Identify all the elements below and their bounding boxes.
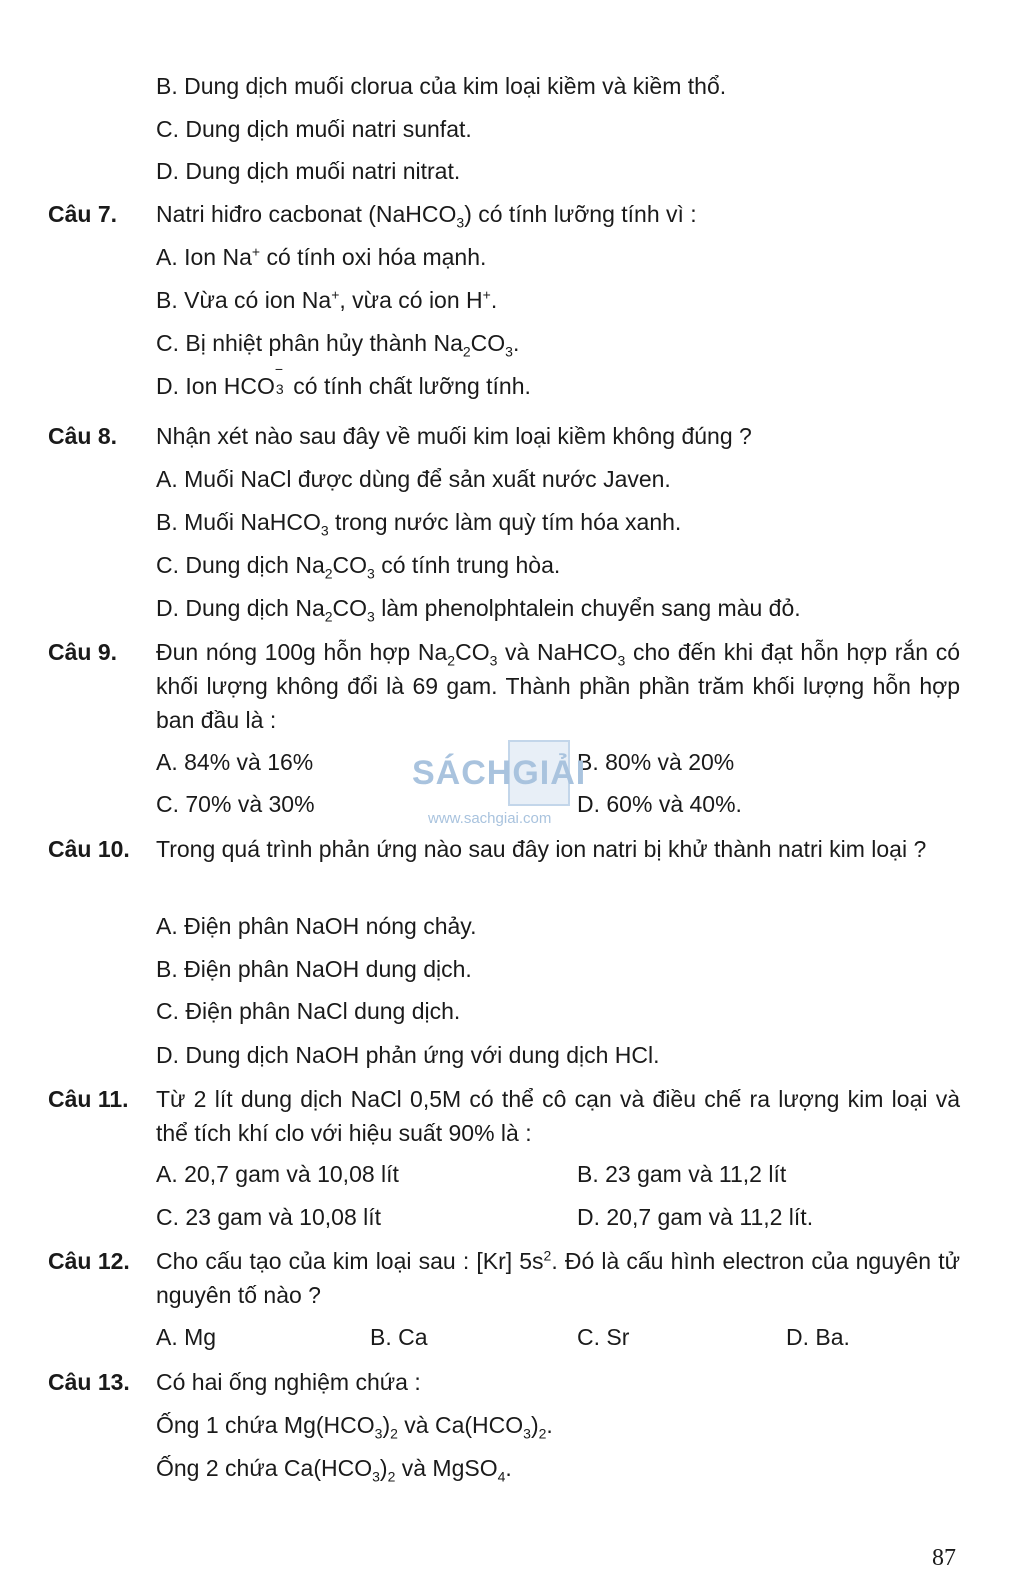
question-11-option-c: C. 23 gam và 10,08 lít [156, 1204, 382, 1230]
page-number: 87 [932, 1545, 956, 1571]
question-11-label: Câu 11. [48, 1086, 129, 1112]
question-7-option-c: C. Bị nhiệt phân hủy thành $Na_2CO_3$. [156, 330, 520, 360]
watermark-text: SÁCHGIẢI [412, 754, 587, 792]
question-9-label: Câu 9. [48, 639, 118, 665]
question-11-option-b: B. 23 gam và 11,2 lít [577, 1161, 787, 1187]
question-11-option-a: A. 20,7 gam và 10,08 lít [156, 1161, 399, 1187]
question-12-label: Câu 12. [48, 1248, 130, 1274]
question-12-option-b: B. Ca [370, 1324, 428, 1350]
question-9-option-b: B. 80% và 20% [577, 749, 735, 775]
question-13-tube-1: Ống 1 chứa $Mg(HCO_3)_2$ và $Ca(HCO_3)_2$. [156, 1412, 553, 1442]
question-10-text: Trong quá trình phản ứng nào sau đây ion natri bị khử thành natri kim loại ? [156, 836, 927, 862]
watermark-url: www.sachgiai.com [428, 810, 552, 827]
question-11-text: Từ 2 lít dung dịch NaCl 0,5M có thể cô cạn và điều chế ra lượng kim loại và thể tích khí clo với hiệu suất 90% là : [156, 1086, 960, 1146]
question-7-text: Natri hiđro cacbonat (NaHCO$_3$) có tính lưỡng tính vì : [156, 201, 697, 231]
question-8-option-c: C. Dung dịch $Na_2CO_3$ có tính trung hòa. [156, 552, 561, 582]
question-8-label: Câu 8. [48, 423, 118, 449]
question-10-option-d: D. Dung dịch NaOH phản ứng với dung dịch HCl. [156, 1042, 660, 1068]
prev-option-b: B. Dung dịch muối clorua của kim loại kiềm và kiềm thổ. [156, 73, 727, 99]
question-7-option-a: A. Ion Na+ có tính oxi hóa mạnh. [156, 243, 487, 270]
question-13-label: Câu 13. [48, 1369, 130, 1395]
question-7-option-b: B. Vừa có ion Na+, vừa có ion H+. [156, 286, 498, 313]
question-7-label: Câu 7. [48, 201, 118, 227]
question-13-text: Có hai ống nghiệm chứa : [156, 1369, 421, 1395]
question-10-option-c: C. Điện phân NaCl dung dịch. [156, 998, 461, 1024]
question-9-text: Đun nóng 100g hỗn hợp $Na_2CO_3$ và NaHCO$_3$ cho đến khi đạt hỗn hợp rắn có khối lượng không đổi là 69 gam. Thành phần phần trăm khối lượng hỗn hợp ban đầu là : [156, 639, 960, 733]
question-9-option-c: C. 70% và 30% [156, 791, 315, 817]
prev-option-c: C. Dung dịch muối natri sunfat. [156, 116, 472, 142]
question-8-option-a: A. Muối NaCl được dùng để sản xuất nước Javen. [156, 466, 671, 492]
question-10-option-b: B. Điện phân NaOH dung dịch. [156, 956, 472, 982]
question-11-option-d: D. 20,7 gam và 11,2 lít. [577, 1204, 814, 1230]
question-10-label: Câu 10. [48, 836, 130, 862]
question-8-option-b: B. Muối NaHCO$_3$ trong nước làm quỳ tím hóa xanh. [156, 509, 682, 539]
question-12-option-c: C. Sr [577, 1324, 630, 1350]
question-9-option-a: A. 84% và 16% [156, 749, 314, 775]
question-7-option-d: D. Ion HCO − 3 có tính chất lưỡng tính. [156, 361, 531, 399]
question-9-option-d: D. 60% và 40%. [577, 791, 742, 817]
question-12-text: Cho cấu tạo của kim loại sau : [Kr] $5s^2$. Đó là cấu hình electron của nguyên tử nguyên tố nào ? [156, 1247, 960, 1308]
question-12-option-d: D. Ba. [786, 1324, 850, 1350]
question-8-option-d: D. Dung dịch $Na_2CO_3$ làm phenolphtalein chuyển sang màu đỏ. [156, 595, 801, 625]
question-10-option-a: A. Điện phân NaOH nóng chảy. [156, 913, 477, 939]
sachgiai-watermark-logo [412, 736, 612, 832]
question-13-tube-2: Ống 2 chứa $Ca(HCO_3)_2$ và MgSO$_4$. [156, 1455, 512, 1485]
question-8-text: Nhận xét nào sau đây về muối kim loại kiềm không đúng ? [156, 423, 752, 449]
question-12-option-a: A. Mg [156, 1324, 217, 1350]
prev-option-d: D. Dung dịch muối natri nitrat. [156, 158, 461, 184]
